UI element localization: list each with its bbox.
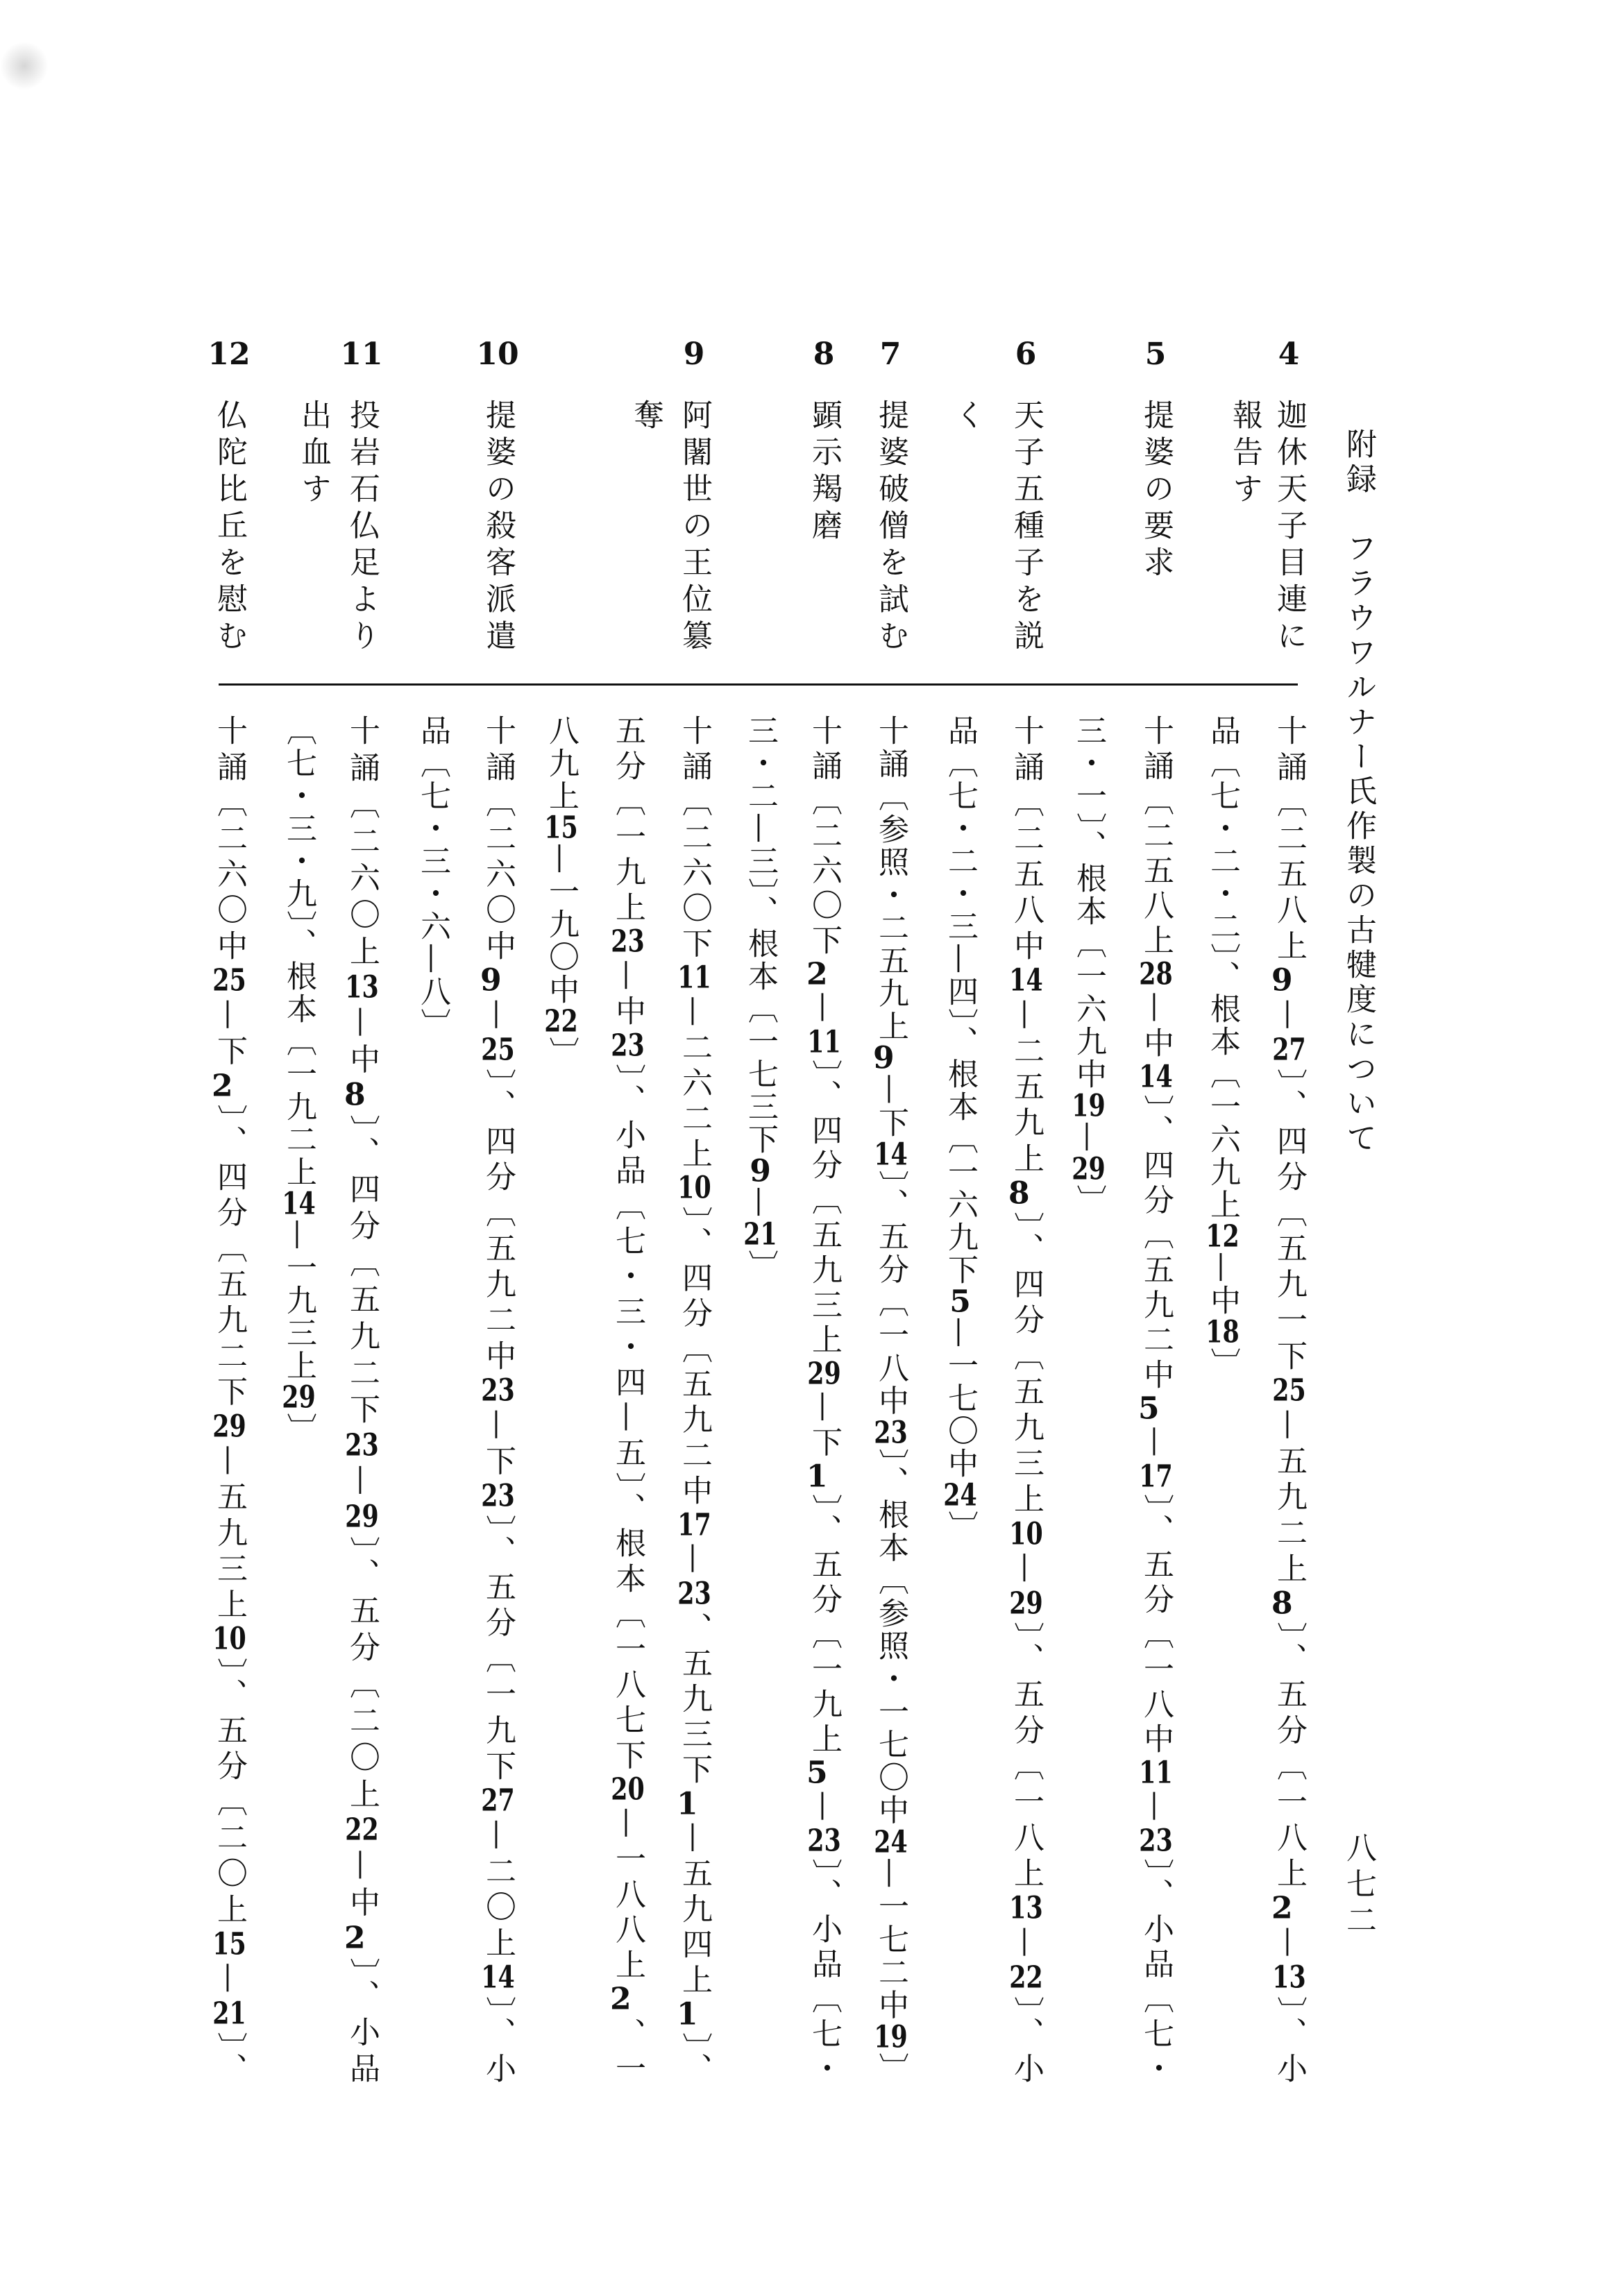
running-header: 附録 フラウワルナー氏作製の古犍度について	[1341, 428, 1376, 1157]
reference-number: 14	[481, 1962, 515, 1993]
reference-number: 29	[807, 1358, 841, 1389]
reference-number: 29	[282, 1382, 316, 1413]
reference-number: 10	[677, 1173, 711, 1204]
reference-number: 25	[1272, 1375, 1306, 1406]
entry-reference: 品〔七・三・六—八〕	[415, 715, 450, 1041]
reference-number: 24	[943, 1480, 977, 1511]
entry-title: く	[949, 399, 985, 436]
reference-number: 19	[874, 2021, 908, 2052]
entry-number: 10	[476, 337, 519, 372]
entry-reference: 〔七・三・九〕、根本〔一九二上14—一九三上29〕	[281, 715, 316, 1445]
reference-number: 24	[874, 1826, 908, 1857]
reference-number: 21	[743, 1219, 777, 1250]
entry-title: 奪	[628, 399, 663, 436]
entry-number: 11	[340, 337, 383, 372]
entry-title: 投岩石仏足より	[344, 399, 380, 656]
scan-noise	[0, 42, 49, 90]
entry-number: 4	[1278, 337, 1300, 372]
reference-number: 29	[345, 1501, 379, 1532]
reference-number: 9	[1271, 965, 1293, 996]
reference-number: 23	[1139, 1825, 1173, 1856]
reference-number: 23	[611, 1030, 645, 1061]
reference-number: 17	[1139, 1461, 1173, 1492]
entry-reference: 十誦〔二六〇上13—中8〕、四分〔五九二下23—29〕、五分〔二〇上22—中2〕、小品	[344, 715, 380, 2085]
page-number: 八七二	[1341, 1832, 1376, 1940]
entry-number: 8	[813, 337, 835, 372]
entry-title: 提婆破僧を試む	[873, 399, 908, 656]
entry-number: 9	[683, 337, 705, 372]
reference-number: 22	[544, 1006, 578, 1037]
entry-reference: 五分〔一九上23—中23〕、小品〔七・三・四—五〕、根本〔一八七下20—一八八上2、一	[610, 715, 645, 2085]
reference-number: 15	[544, 813, 578, 843]
reference-number: 11	[807, 1026, 841, 1057]
reference-number: 10	[212, 1624, 246, 1655]
reference-number: 29	[212, 1411, 246, 1442]
reference-number: 13	[1272, 1962, 1306, 1993]
reference-number: 11	[1139, 1758, 1173, 1789]
entry-reference: 十誦〔参照・二五九上9—下14〕、五分〔一八中23〕、根本〔参照・一七〇中24—一七二中19〕	[873, 715, 908, 2085]
entry-title: 仏陀比丘を慰む	[212, 399, 247, 656]
entry-number: 12	[208, 337, 251, 372]
reference-number: 11	[677, 962, 711, 994]
reference-number: 23	[481, 1375, 515, 1406]
reference-number: 8	[1271, 1588, 1293, 1619]
reference-number: 10	[1009, 1518, 1043, 1549]
entry-title: 天子五種子を説	[1008, 399, 1044, 656]
reference-number: 21	[212, 1998, 246, 2029]
reference-number: 13	[1009, 1893, 1043, 1924]
reference-number: 18	[1206, 1317, 1240, 1347]
reference-number: 1	[677, 1998, 698, 2030]
entry-title: 提婆の殺客派遣	[480, 399, 516, 656]
reference-number: 25	[212, 965, 246, 996]
reference-number: 28	[1139, 959, 1173, 990]
reference-number: 13	[345, 971, 379, 1003]
reference-number: 2	[1271, 1893, 1293, 1924]
reference-number: 27	[481, 1785, 515, 1817]
reference-number: 20	[611, 1774, 645, 1805]
reference-number: 14	[282, 1189, 316, 1219]
reference-number: 22	[1009, 1962, 1043, 1993]
entry-reference: 三・二—三〕、根本〔一七三下9—21〕	[743, 715, 778, 1282]
reference-number: 5	[806, 1758, 828, 1789]
reference-number: 2	[806, 959, 828, 990]
reference-number: 14	[1009, 965, 1043, 996]
reference-number: 8	[1008, 1177, 1030, 1209]
entry-reference: 十誦〔二六〇下2—11〕、四分〔五九三上29—下1〕、五分〔一九上5—23〕、小品〔七・	[806, 715, 842, 2086]
reference-number: 8	[344, 1080, 366, 1111]
reference-number: 15	[212, 1928, 246, 1959]
reference-number: 29	[1072, 1154, 1106, 1184]
entry-title: 報告す	[1227, 399, 1262, 509]
reference-number: 12	[1206, 1221, 1240, 1252]
entry-title: 提婆の要求	[1138, 399, 1174, 583]
reference-number: 5	[1138, 1393, 1160, 1425]
reference-number: 2	[610, 1984, 632, 2015]
reference-number: 23	[807, 1825, 841, 1856]
entry-title: 出血す	[296, 399, 331, 509]
reference-number: 23	[481, 1480, 515, 1511]
reference-number: 17	[677, 1509, 711, 1540]
reference-number: 23	[611, 926, 645, 958]
divider-rule	[219, 683, 1298, 686]
entry-reference: 十誦〔二六〇中25—下2〕、四分〔五九二下29—五九三上10〕、五分〔二〇上15—21〕、	[212, 715, 247, 2085]
entry-title: 阿闍世の王位簒	[677, 399, 712, 656]
entry-reference: 八九上15—一九〇中22〕	[543, 715, 579, 1069]
entry-reference: 三・一〕、根本〔一六九中19—29〕	[1071, 715, 1106, 1217]
reference-number: 2	[344, 1923, 366, 1954]
reference-number: 14	[874, 1139, 908, 1171]
reference-number: 1	[677, 1788, 698, 1819]
reference-number: 22	[345, 1814, 379, 1846]
reference-number: 9	[750, 1156, 771, 1187]
entry-number: 5	[1144, 337, 1167, 372]
reference-number: 9	[480, 965, 502, 996]
reference-number: 23	[345, 1429, 379, 1461]
entry-title: 顕示羯磨	[806, 399, 842, 546]
reference-number: 23	[677, 1578, 711, 1609]
entry-reference: 十誦〔二五八上28—中14〕、四分〔五九二中5—17〕、五分〔一八中11—23〕、小品〔七・	[1138, 715, 1174, 2086]
entry-number: 7	[879, 337, 902, 372]
entry-reference: 十誦〔二六〇中9—25〕、四分〔五九二中23—下23〕、五分〔一九下27—二〇上14〕、小	[480, 715, 516, 2085]
entry-reference: 十誦〔二五八中14—二五九上8〕、四分〔五九三上10—29〕、五分〔一八上13—22〕、小	[1008, 715, 1044, 2085]
entry-number: 6	[1015, 337, 1037, 372]
entry-title: 迦休天子目連に	[1271, 399, 1307, 656]
reference-number: 23	[874, 1417, 908, 1448]
reference-number: 19	[1072, 1091, 1106, 1121]
reference-number: 1	[806, 1461, 828, 1492]
entry-reference: 十誦〔二五八上9—27〕、四分〔五九一下25—五九二上8〕、五分〔一八上2—13〕、小	[1271, 715, 1307, 2085]
entry-reference: 品〔七・二・二〕、根本〔一六九上12—中18〕	[1205, 715, 1240, 1380]
reference-number: 29	[1009, 1588, 1043, 1619]
reference-number: 9	[873, 1043, 895, 1074]
reference-number: 14	[1139, 1062, 1173, 1093]
entry-reference: 十誦〔二六〇下11—二六二上10〕、四分〔五九二中17—23、五九三下1—五九四上1〕、	[677, 715, 712, 2085]
reference-number: 5	[949, 1286, 971, 1317]
reference-number: 2	[212, 1070, 233, 1101]
entry-reference: 品〔七・二・三—四〕、根本〔一六九下5—一七〇中24〕	[942, 715, 978, 1543]
reference-number: 27	[1272, 1035, 1306, 1066]
reference-number: 25	[481, 1035, 515, 1066]
